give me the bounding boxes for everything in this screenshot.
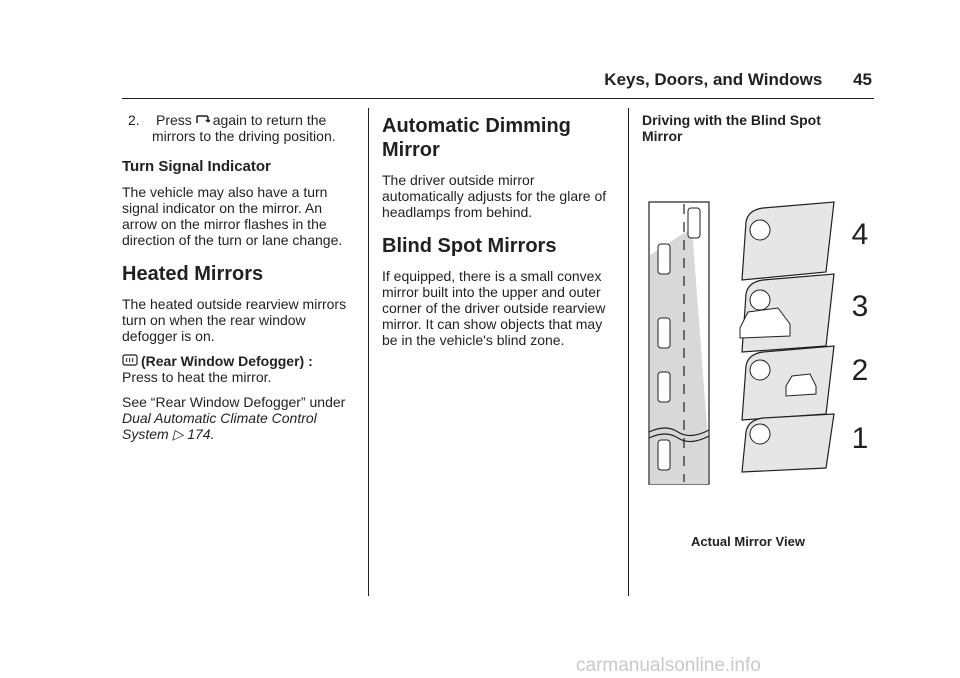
blind-spot-figure — [648, 200, 878, 490]
turn-signal-body: The vehicle may also have a turn signal indicator on the mirror. An arrow on the mirror flashes in the direction of the turn or lane change. — [122, 184, 343, 248]
step-text-start: Press — [156, 112, 192, 128]
watermark: carmanualsonline.info — [576, 655, 761, 676]
mirror-fold-icon — [196, 113, 210, 127]
blind-spot-driving-heading: Driving with the Blind Spot Mirror — [642, 112, 821, 144]
blind-spot-body: If equipped, there is a small convex mirror built into the upper and outer corner of the driver outside rearview mirror. It can show objects that may be in the vehicle's blind zone. — [382, 268, 606, 348]
column-divider-2 — [628, 108, 629, 596]
column-divider-1 — [368, 108, 369, 596]
figure-caption: Actual Mirror View — [691, 534, 805, 549]
figure-number-1: 1 — [851, 422, 869, 455]
figure-number-2: 2 — [851, 354, 869, 387]
column-1 — [122, 112, 354, 451]
vehicle-2 — [658, 372, 670, 402]
column-2 — [382, 100, 614, 357]
vehicle-3 — [658, 318, 670, 348]
see-prefix: See “Rear Window Defogger” under — [122, 394, 346, 410]
page-number: 45 — [853, 70, 872, 89]
defogger-desc: Press to heat the mirror. — [122, 369, 272, 385]
section-title: Keys, Doors, and Windows — [604, 70, 823, 89]
auto-dim-body: The driver outside mirror automatically adjusts for the glare of headlamps from behind. — [382, 172, 607, 220]
heated-mirrors-heading: Heated Mirrors — [122, 263, 264, 285]
figure-number-4: 4 — [851, 218, 869, 251]
step-2 — [122, 112, 354, 144]
see-reference — [122, 394, 354, 442]
rear-defog-icon — [122, 354, 138, 368]
see-italic[interactable]: Dual Automatic Climate Control System — [122, 410, 317, 442]
turn-signal-heading: Turn Signal Indicator — [122, 158, 271, 175]
page-ref-link[interactable]: ▷ 174. — [172, 426, 215, 442]
own-vehicle — [688, 208, 700, 238]
defogger-entry — [122, 353, 354, 385]
blind-spot-heading: Blind Spot Mirrors — [382, 235, 557, 257]
step-text-end: again to return the — [212, 112, 327, 128]
column-3 — [642, 112, 862, 144]
step-number: 2. — [128, 112, 140, 128]
figure-number-3: 3 — [851, 290, 869, 323]
step-text-line2: mirrors to the driving position. — [152, 128, 336, 144]
vehicle-4 — [658, 244, 670, 274]
heated-mirrors-body: The heated outside rearview mirrors turn on when the rear window defogger is on. — [122, 296, 347, 344]
mirror-4 — [742, 202, 834, 280]
page-header — [560, 70, 872, 90]
header-rule — [122, 98, 874, 99]
defogger-label: (Rear Window Defogger) : — [141, 353, 313, 369]
vehicle-1 — [658, 440, 670, 470]
auto-dim-heading: Automatic Dimming Mirror — [382, 115, 571, 161]
